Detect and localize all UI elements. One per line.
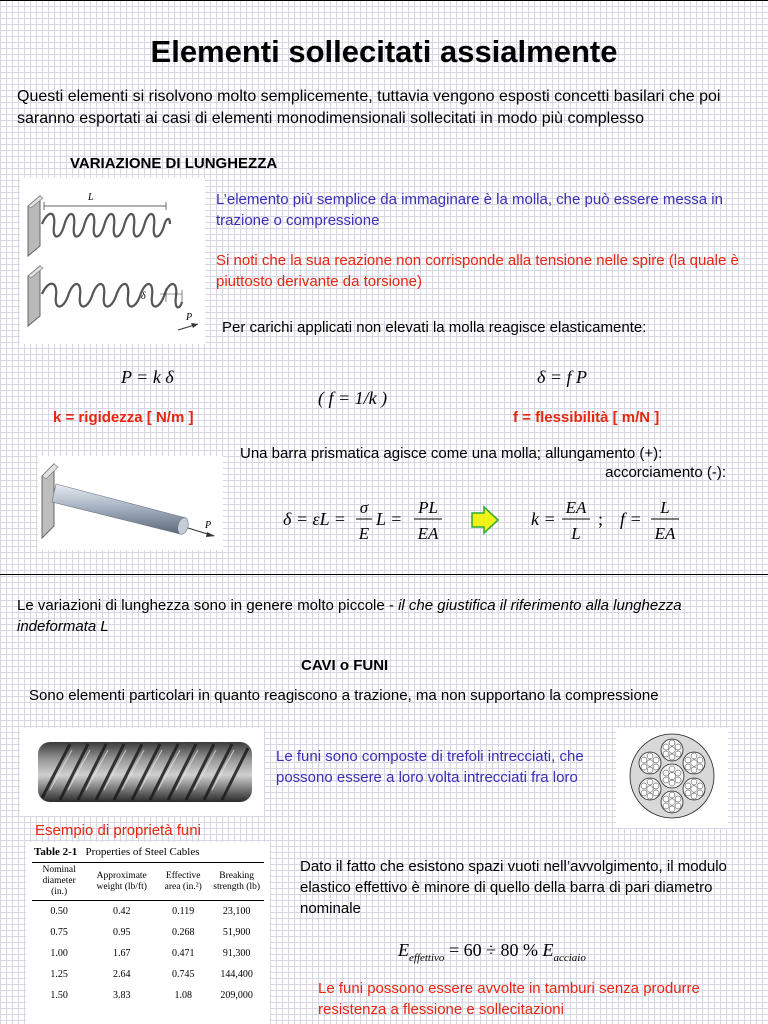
- elastic-text: Per carichi applicati non elevati la molla reagisce elasticamente:: [222, 319, 647, 336]
- equation-p-k-delta: P = k δ: [121, 367, 174, 387]
- spring-force-label: P: [186, 312, 193, 323]
- svg-text:EA: EA: [565, 498, 587, 517]
- table-cell: 1.25: [50, 969, 68, 980]
- steel-cables-table-panel: [26, 842, 270, 1024]
- table-header: Nominal diameter (in.): [32, 863, 86, 901]
- svg-text:E: E: [358, 524, 370, 543]
- cable-example-label: Esempio di proprietà funi: [35, 822, 201, 839]
- table-cell: 1.00: [50, 948, 68, 959]
- table-cell: 0.50: [50, 906, 68, 917]
- svg-text:δ = εL =: δ = εL =: [283, 509, 346, 529]
- table-cell: 1.08: [174, 990, 192, 1001]
- table-cell: 0.75: [50, 927, 68, 938]
- spring-length-label: L: [88, 192, 94, 203]
- section-heading-length: VARIAZIONE DI LUNGHEZZA: [70, 155, 278, 172]
- small-variations-text: Le variazioni di lunghezza sono in genere molto piccole - il che giustifica il riferimento alla lunghezza indeformata L: [17, 597, 682, 635]
- table-header: Breaking strength (lb): [209, 863, 264, 901]
- table-cell: 0.745: [171, 969, 195, 980]
- table-header: Effective area (in.²): [157, 863, 209, 901]
- slide-top-border: [0, 0, 768, 1]
- slide-separator: [0, 574, 768, 575]
- table-cell: 23,100: [222, 906, 251, 917]
- table-row: [32, 985, 264, 1006]
- stiffness-definition: k = rigidezza [ N/m ]: [53, 409, 194, 426]
- equation-f-inverse-k: ( f = 1/k ): [318, 388, 388, 408]
- table-cell: 0.471: [171, 948, 195, 959]
- bar-text-1: Una barra prismatica agisce come una molla; allungamento (+):: [240, 445, 663, 462]
- rope-figure: [20, 728, 264, 816]
- page-title: Elementi sollecitati assialmente: [150, 34, 618, 69]
- table-cell: 0.42: [112, 906, 131, 917]
- table-row: [32, 964, 264, 985]
- strands-description: Le funi sono composte di trefoli intrecciati, che possono essere a loro volta intrecciati fra loro: [276, 748, 584, 786]
- spring-figure: [20, 178, 205, 344]
- bar-text-2: accorciamento (-):: [605, 464, 726, 481]
- bar-force-label: P: [205, 520, 212, 531]
- table-cell: 91,300: [222, 948, 251, 959]
- equation-delta-f-p: δ = f P: [537, 367, 588, 387]
- drum-winding-text: Le funi possono essere avvolte in tamburi senza produrre resistenza a flessione e sollecitazioni: [318, 980, 700, 1018]
- svg-text:L =: L =: [376, 509, 403, 529]
- equation-effective-modulus: [396, 934, 616, 968]
- arrow-right-icon: [470, 505, 500, 535]
- svg-text:f =: f =: [620, 509, 642, 529]
- svg-text:k =: k =: [531, 509, 556, 529]
- table-cell: 0.268: [171, 927, 195, 938]
- svg-text:;: ;: [598, 509, 604, 529]
- equation-bar-elongation: [280, 494, 460, 544]
- table-row: [32, 901, 264, 923]
- spring-description: L’elemento più semplice da immaginare è la molla, che può essere messa in trazione o compressione: [216, 191, 723, 229]
- flexibility-definition: f = flessibilità [ m/N ]: [513, 409, 660, 426]
- table-header: Approximate weight (lb/ft): [86, 863, 157, 901]
- svg-text:L: L: [660, 498, 670, 517]
- equation-stiffness-flexibility: [528, 494, 688, 544]
- cable-cross-section-figure: [616, 728, 728, 828]
- svg-text:EA: EA: [654, 524, 676, 543]
- table-cell: 144,400: [220, 969, 253, 980]
- table-cell: 209,000: [220, 990, 253, 1001]
- bar-figure: [38, 456, 223, 550]
- svg-text:EA: EA: [417, 524, 439, 543]
- table-cell: 1.67: [112, 948, 131, 959]
- table-cell: 0.95: [112, 927, 131, 938]
- table-cell: 3.83: [112, 990, 131, 1001]
- steel-cables-table: [32, 862, 264, 1006]
- section-heading-cables: CAVI o FUNI: [301, 657, 389, 674]
- svg-text:PL: PL: [418, 498, 438, 517]
- svg-text:σ: σ: [359, 498, 369, 517]
- svg-text:L: L: [571, 524, 581, 543]
- effective-modulus-text: Dato il fatto che esistono spazi vuoti nell’avvolgimento, il modulo elastico effettivo è minore di quello della barra di pari diametro nominale: [300, 858, 727, 917]
- table-cell: 51,900: [222, 927, 251, 938]
- table-row: [32, 922, 264, 943]
- table-cell: 1.50: [50, 990, 68, 1001]
- spring-delta-label: δ: [141, 291, 146, 302]
- table-caption: Table 2-1 Properties of Steel Cables: [34, 846, 200, 858]
- spring-note: Si noti che la sua reazione non corrisponde alla tensione nelle spire (la quale è piuttosto derivante da torsione): [216, 252, 739, 290]
- table-cell: 0.119: [172, 906, 195, 917]
- intro-text: Questi elementi si risolvono molto semplicemente, tuttavia vengono esposti concetti basilari che poi saranno esportati ai casi di elementi monodimensionali sollecitati in modo più complesso: [17, 88, 721, 127]
- table-header-row: [32, 863, 264, 901]
- cables-text: Sono elementi particolari in quanto reagiscono a trazione, ma non supportano la compressione: [29, 687, 659, 704]
- table-row: [32, 943, 264, 964]
- svg-text:Eeffettivo = 60 ÷ 80 % Eacciai: $E_{effettivo} = 60 \div 80$ % $E_{acciaio}$: [398, 940, 586, 964]
- table-cell: 2.64: [112, 969, 131, 980]
